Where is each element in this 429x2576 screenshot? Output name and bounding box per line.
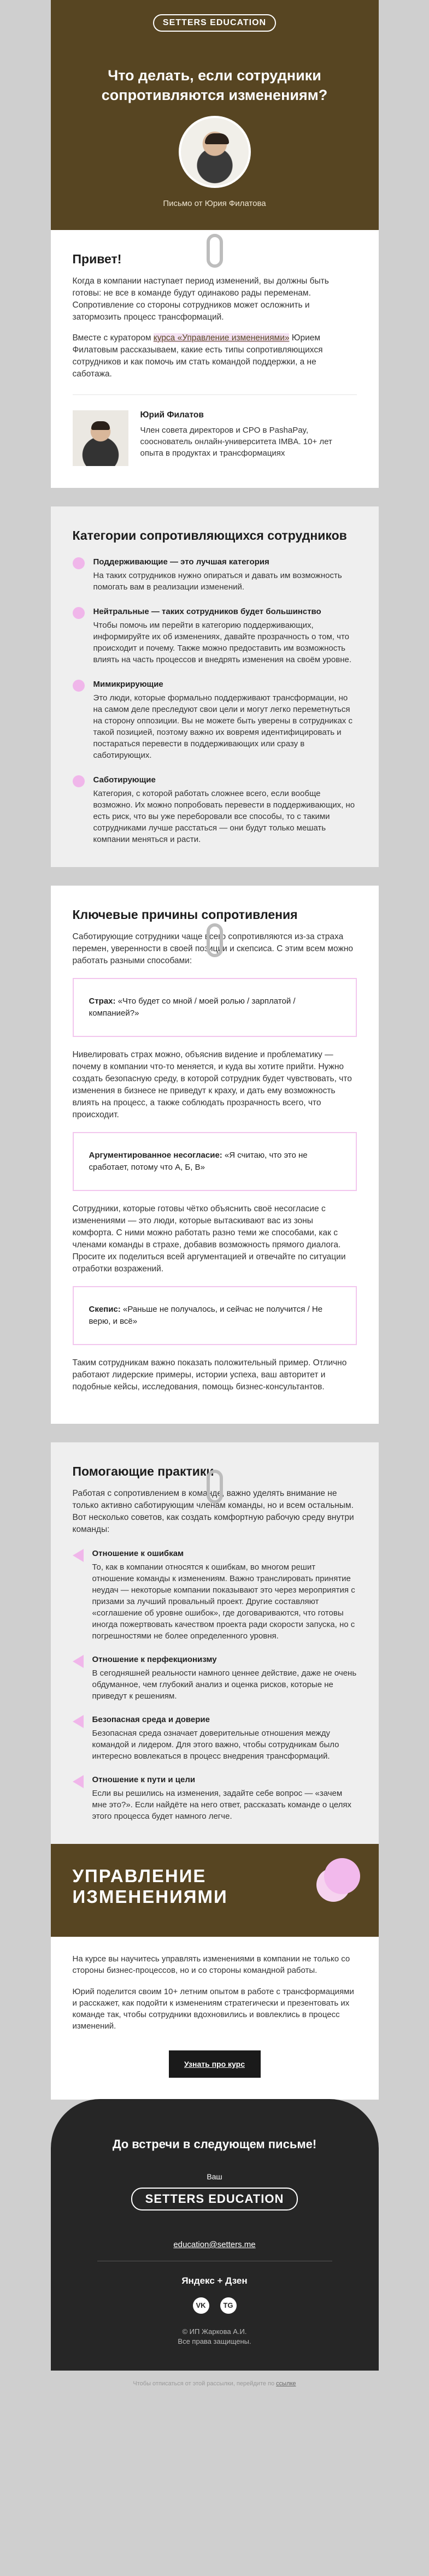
bullet-dot-icon xyxy=(73,775,85,787)
reasons-heading: Ключевые причины сопротивления xyxy=(72,907,298,922)
promo-title: УПРАВЛЕНИЕ ИЗМЕНЕНИЯМИ xyxy=(72,1866,228,1907)
email-column xyxy=(51,0,379,2400)
practice-item xyxy=(73,1775,357,1822)
footer-brand-logo: SETTERS EDUCATION xyxy=(131,2188,298,2210)
quote-text: «Раньше не получалось, и сейчас не получится / Не верю, и всё» xyxy=(89,1305,323,1326)
practice-text: В сегодняшней реальности намного ценнее действие, даже не очень обдуманное, чем глубокий анализ и оценка рисков, которые не приведут к решениям. xyxy=(92,1669,357,1701)
footer xyxy=(51,2099,379,2371)
category-text: Категория, с которой работать сложнее всего, если вообще возможно. Их можно попробовать перевести в поддерживающих, но есть риск, что вы уже переборовали все способы, то с такими сотрудниками лучше расстаться — они будут только мешать компании меняться и расти. xyxy=(93,789,355,844)
partners-label: Яндекс + Дзен xyxy=(181,2276,248,2286)
practices-list xyxy=(73,1549,357,1822)
copyright-line: © ИП Жаркова А.И. xyxy=(182,2327,247,2336)
reasons-card xyxy=(51,886,379,1424)
hero-section xyxy=(51,0,379,230)
spacer xyxy=(51,488,379,506)
category-item xyxy=(73,680,357,761)
course-link[interactable]: курса «Управление изменениями» xyxy=(153,333,290,343)
category-item xyxy=(73,557,357,593)
category-title: Саботирующие xyxy=(93,775,156,785)
intro-text-before: Вместе с куратором xyxy=(72,333,154,343)
bullet-triangle-icon xyxy=(73,1715,84,1728)
category-title: Мимикрирующие xyxy=(93,680,163,689)
categories-card xyxy=(51,506,379,867)
bullet-dot-icon xyxy=(73,607,85,619)
quote-text: «Что будет со мной / моей ролью / зарплатой / компанией?» xyxy=(89,997,296,1018)
footer-heading: До встречи в следующем письме! xyxy=(112,2137,317,2151)
hero-title: Что делать, если сотрудники сопротивляются изменениям? xyxy=(101,67,328,103)
quote-skepticism xyxy=(73,1286,357,1345)
quote-fear xyxy=(73,978,357,1037)
reasons-paragraph: Нивелировать страх можно, объяснив видение и проблематику — почему в компании что-то меняется, и куда вы хотите прийти. Нужно создать безопасную среду, в которой сотрудник будет чувствовать, что изменения в бизнесе не приведут к краху, и дать ему возможность влиять на процесс, а также соблюдать прозрачность всего, что происходит. xyxy=(72,1050,352,1119)
reasons-paragraph: Сотрудники, которые готовы чётко объяснить своё несогласие с изменениями — это люди, которые вытаскивают вас из зоны комфорта. С ними можно работать разно теми же способами, как с членами команды в страхе, добавив возможность прямого диалога. Просите их поделиться всей аргументацией и отвечайте по ситуации отработки возражений. xyxy=(72,1204,346,1274)
curator-block xyxy=(73,394,357,466)
author-avatar xyxy=(179,116,251,188)
curator-photo xyxy=(73,410,128,466)
practice-title: Отношение к перфекционизму xyxy=(92,1655,217,1664)
quote-disagreement xyxy=(73,1132,357,1191)
practices-heading: Помогающие практики xyxy=(72,1464,214,1478)
quote-label: Страх: xyxy=(89,997,116,1006)
practice-title: Отношение к пути и цели xyxy=(92,1775,196,1784)
promo-paragraph: Юрий поделится своим 10+ летним опытом в работе с трансформациями и расскажет, как подойти к изменениям стратегически и презентовать их команде так, чтобы сотрудники вдохновились и вовлеклись в процесс изменений. xyxy=(72,1987,354,2031)
contact-email-link[interactable]: education@setters.me xyxy=(173,2240,256,2249)
category-title: Поддерживающие — это лучшая категория xyxy=(93,557,269,567)
category-title: Нейтральные — таких сотрудников будет большинство xyxy=(93,607,321,616)
course-button[interactable]: Узнать про курс xyxy=(169,2050,261,2078)
practice-title: Отношение к ошибкам xyxy=(92,1549,184,1558)
practices-intro: Работая с сопротивлением в команде, важно уделять внимание не только активно саботирующим членам команды, но и всем остальным. Вот несколько советов, как создать комфортную рабочую среду внутри команды: xyxy=(72,1489,354,1534)
promo-body xyxy=(51,1937,379,2100)
intro-text-after: Юрием Филатовым рассказываем, какие есть типы сопротивляющихся сотрудников и как помочь им стать командой поддержки, а не саботажа. xyxy=(72,333,323,379)
category-text: Чтобы помочь им перейти в категорию поддерживающих, информируйте их об изменениях, давайте прозрачность о том, что происходит и почему. Также можно предоставить им возможность влиять на часть процессов и внедрять изменения на своём уровне. xyxy=(93,621,351,664)
practice-text: Если вы решились на изменения, задайте себе вопрос — «зачем мне это?». Если найдёте на него ответ, рассказать команде о целях этого процесса будет намного легче. xyxy=(92,1789,351,1821)
copyright xyxy=(73,2327,357,2347)
telegram-icon[interactable]: TG xyxy=(220,2297,237,2314)
category-item xyxy=(73,607,357,665)
categories-heading: Категории сопротивляющихся сотрудников xyxy=(72,528,347,543)
binder-ring-icon xyxy=(207,923,223,957)
bullet-triangle-icon xyxy=(73,1655,84,1668)
practice-title: Безопасная среда и доверие xyxy=(92,1715,210,1724)
quote-label: Аргументированное несогласие: xyxy=(89,1151,222,1160)
bullet-dot-icon xyxy=(73,557,85,569)
practice-text: То, как в компании относятся к ошибкам, во многом решит отношение команды к изменениям. Важно транслировать принятие неудач — некоторые компании показывают это через мероприятия с призами за лучший провальный проект. Другие составляют «соглашение об уровне ошибок», где договариваются, что готовы иногда пожертвовать качеством проекта ради скорости запуска, но с погрешностями не более определенного уровня. xyxy=(92,1563,355,1641)
promo-paragraph: На курсе вы научитесь управлять изменениями в компании не только со стороны бизнес-процессов, но и со стороны командной работы. xyxy=(72,1954,350,1975)
promo-banner xyxy=(51,1844,379,1937)
reasons-paragraph: Таким сотрудникам важно показать положительный пример. Отлично работают лидерские примеры, истории успеха, ваш авторитет и подобные кейсы, исследования, помощь бизнес-консультантов. xyxy=(72,1358,347,1392)
reasons-intro: Саботирующие сотрудники чаще всего сопротивляются из-за страха перемен, уверенности в своей позиции и скепсиса. С этим всем можно работать разными способами: xyxy=(72,932,353,965)
category-item xyxy=(73,775,357,845)
spacer xyxy=(51,867,379,886)
practice-item xyxy=(73,1549,357,1642)
categories-list xyxy=(73,557,357,845)
category-text: Это люди, которые формально поддерживают трансформации, но на самом деле преследуют свои цели и могут легко переметнуться на сторону оппозиции. Вы не можете быть уверены в сотрудниках с такой позицией, поэтому важно их вовремя идентифицировать и постараться перевести в поддерживающих или сразу в саботирующих. xyxy=(93,693,352,760)
footer-yours: Ваш xyxy=(207,2172,222,2181)
bullet-triangle-icon xyxy=(73,1549,84,1562)
spacer xyxy=(51,1424,379,1442)
practice-item xyxy=(73,1715,357,1762)
quote-text: «Я считаю, что это не сработает, потому что А, Б, В» xyxy=(89,1151,308,1172)
copyright-line: Все права защищены. xyxy=(178,2337,251,2345)
social-links xyxy=(193,2297,237,2314)
brand-logo: SETTERS EDUCATION xyxy=(153,14,276,32)
promo-section xyxy=(51,1844,379,2100)
intro-heading: Привет! xyxy=(72,252,122,266)
vk-icon[interactable]: VK xyxy=(193,2297,209,2314)
hero-byline: Письмо от Юрия Филатова xyxy=(163,199,266,208)
practice-text: Безопасная среда означает доверительные отношения между командой и лидером. Для этого важно, чтобы сотрудникам было интересно вовлекаться в процесс внедрения трансформаций. xyxy=(92,1729,339,1761)
bullet-dot-icon xyxy=(73,680,85,692)
binder-ring-icon xyxy=(207,234,223,268)
intro-paragraph-course xyxy=(73,332,357,380)
binder-ring-icon xyxy=(207,1470,223,1504)
intro-paragraph: Когда в компании наступает период изменений, вы должны быть готовы: не все в команде будут одинаково рады переменам. Сопротивление со стороны сотрудников может осложнить и затормозить процесс трансформаций. xyxy=(72,276,329,322)
bullet-triangle-icon xyxy=(73,1775,84,1788)
curator-description: Член совета директоров и CPO в PashaPay, сооснователь онлайн-университета IMBA. 10+ лет опыта в продуктах и трансформациях xyxy=(140,426,332,458)
decorative-circle-icon xyxy=(324,1858,360,1894)
unsubscribe-link[interactable]: ссылке xyxy=(276,2380,296,2387)
unsubscribe-text: Чтобы отписаться от этой рассылки, перейдите по xyxy=(133,2380,277,2387)
quote-label: Скепис: xyxy=(89,1305,121,1314)
practice-item xyxy=(73,1655,357,1702)
curator-name: Юрий Филатов xyxy=(140,410,204,420)
intro-card xyxy=(51,230,379,488)
category-text: На таких сотрудников нужно опираться и давать им возможность помогать вам в реализации изменений. xyxy=(93,571,342,592)
unsubscribe-note xyxy=(51,2371,379,2400)
